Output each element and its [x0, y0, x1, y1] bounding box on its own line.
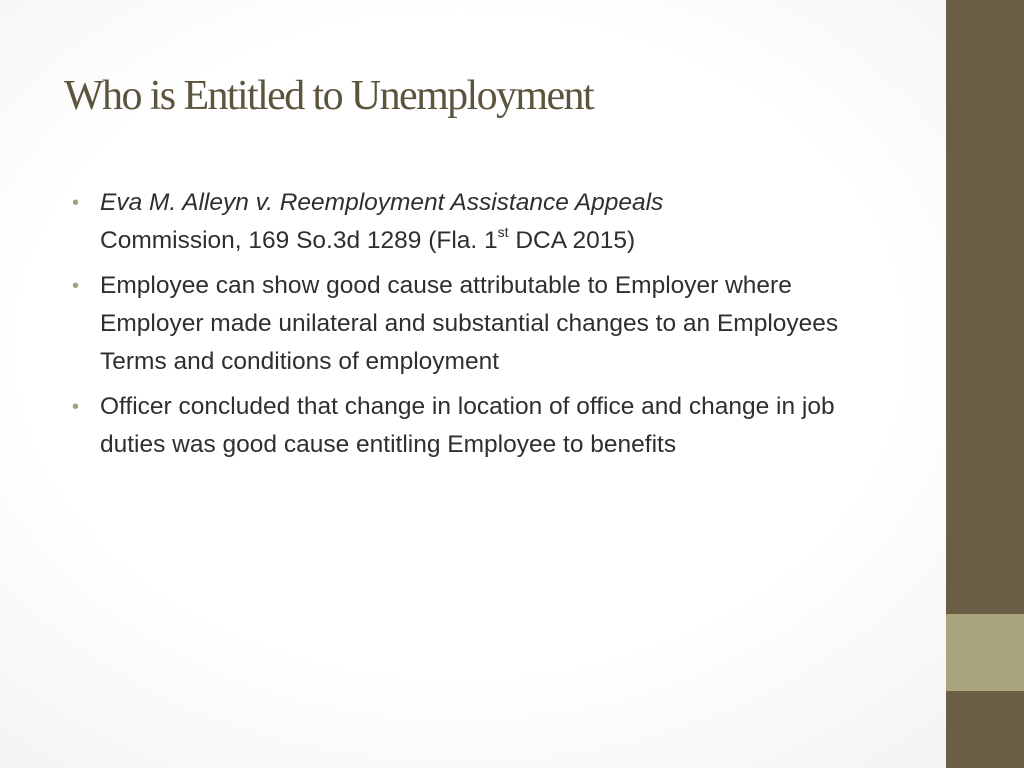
case-citation-end: DCA 2015)	[508, 227, 636, 254]
bullet-text: Employee can show good cause attributable to Employer where Employer made unilateral and substantial changes to an Employees Terms and conditions of employment	[100, 272, 839, 375]
bullet-item-case	[72, 184, 892, 260]
bullet-item-good-cause	[72, 267, 892, 381]
bullet-icon: •	[72, 396, 80, 418]
bullet-list	[72, 184, 892, 471]
bullet-icon: •	[72, 275, 80, 297]
bullet-item-officer	[72, 388, 892, 464]
sidebar-accent-band	[946, 614, 1024, 691]
bullet-icon: •	[72, 192, 80, 214]
bullet-text: Officer concluded that change in location of office and change in job duties was good cause entitling Employee to benefits	[100, 393, 835, 458]
case-citation-superscript: st	[497, 223, 509, 240]
case-citation-start: Commission, 169 So.3d 1289 (Fla. 1	[100, 227, 498, 254]
slide-title: Who is Entitled to Unemployment	[64, 73, 593, 119]
case-name: Eva M. Alleyn v. Reemployment Assistance Appeals	[100, 189, 664, 216]
